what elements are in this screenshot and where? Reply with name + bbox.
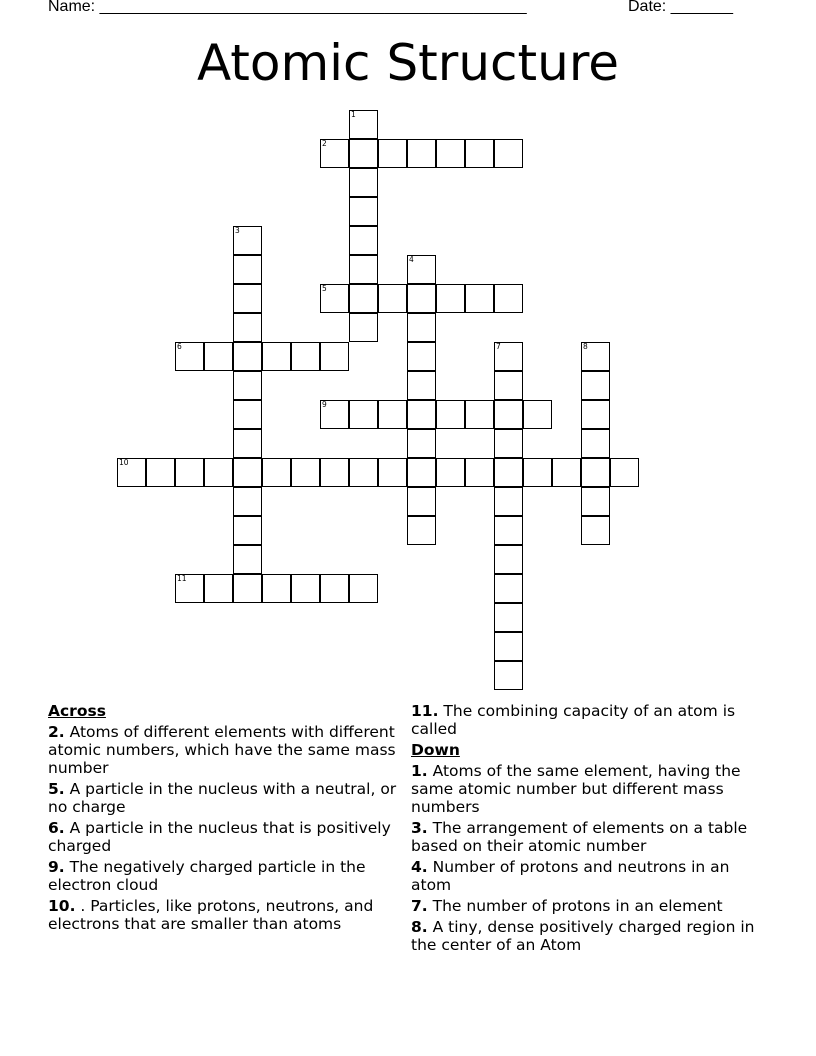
grid-cell[interactable] <box>581 458 610 487</box>
grid-cell[interactable] <box>204 574 233 603</box>
grid-cell[interactable] <box>233 226 262 255</box>
grid-cell[interactable] <box>407 139 436 168</box>
clue-number: 5. <box>48 780 65 798</box>
grid-cell[interactable] <box>523 400 552 429</box>
grid-cell[interactable] <box>349 226 378 255</box>
grid-cell[interactable] <box>378 400 407 429</box>
down-clue <box>411 762 761 816</box>
grid-cell[interactable] <box>581 342 610 371</box>
grid-cell[interactable] <box>233 313 262 342</box>
grid-cell[interactable] <box>233 429 262 458</box>
grid-cell[interactable] <box>233 516 262 545</box>
grid-cell[interactable] <box>494 429 523 458</box>
grid-cell[interactable] <box>291 458 320 487</box>
clue-text: Atoms of the same element, having the same atomic number but different mass numbers <box>411 762 741 816</box>
grid-cell[interactable] <box>233 400 262 429</box>
grid-cell[interactable] <box>407 429 436 458</box>
clue-number: 1. <box>411 762 428 780</box>
clues-left-column <box>48 702 400 936</box>
clues-right-column <box>411 702 761 957</box>
grid-cell[interactable] <box>552 458 581 487</box>
grid-cell[interactable] <box>494 574 523 603</box>
clue-number: 9. <box>48 858 65 876</box>
grid-cell[interactable] <box>349 458 378 487</box>
cell-number: 8 <box>583 342 588 351</box>
cell-number: 5 <box>322 284 327 293</box>
cell-number: 6 <box>177 342 182 351</box>
grid-cell[interactable] <box>581 487 610 516</box>
grid-cell[interactable] <box>378 139 407 168</box>
grid-cell[interactable] <box>407 487 436 516</box>
grid-cell[interactable] <box>320 342 349 371</box>
grid-cell[interactable] <box>320 284 349 313</box>
grid-cell[interactable] <box>494 516 523 545</box>
grid-cell[interactable] <box>204 342 233 371</box>
grid-cell[interactable] <box>436 284 465 313</box>
clue-text: Atoms of different elements with different atomic numbers, which have the same mass number <box>48 723 396 777</box>
name-label: Name: <box>48 0 96 15</box>
clue-text: . Particles, like protons, neutrons, and electrons that are smaller than atoms <box>48 897 374 933</box>
grid-cell[interactable] <box>262 574 291 603</box>
grid-cell[interactable] <box>204 458 233 487</box>
clue-number: 4. <box>411 858 428 876</box>
grid-cell[interactable] <box>233 545 262 574</box>
grid-cell[interactable] <box>175 574 204 603</box>
grid-cell[interactable] <box>349 255 378 284</box>
cell-number: 10 <box>119 458 129 467</box>
grid-cell[interactable] <box>407 400 436 429</box>
name-blank[interactable]: ________________________________________________ <box>99 0 527 15</box>
clue-number: 10. <box>48 897 76 915</box>
grid-cell[interactable] <box>494 545 523 574</box>
grid-cell[interactable] <box>349 400 378 429</box>
cell-number: 7 <box>496 342 501 351</box>
down-clue <box>411 897 761 915</box>
grid-cell[interactable] <box>494 632 523 661</box>
grid-cell[interactable] <box>233 371 262 400</box>
clue-text: A tiny, dense positively charged region in the center of an Atom <box>411 918 755 954</box>
cell-number: 11 <box>177 574 187 583</box>
grid-cell[interactable] <box>581 400 610 429</box>
cell-number: 1 <box>351 110 356 119</box>
grid-cell[interactable] <box>494 371 523 400</box>
grid-cell[interactable] <box>262 458 291 487</box>
clue-number: 6. <box>48 819 65 837</box>
down-heading: Down <box>411 741 460 759</box>
grid-cell[interactable] <box>320 574 349 603</box>
grid-cell[interactable] <box>436 139 465 168</box>
grid-cell[interactable] <box>349 574 378 603</box>
grid-cell[interactable] <box>465 400 494 429</box>
grid-cell[interactable] <box>320 458 349 487</box>
grid-cell[interactable] <box>378 458 407 487</box>
grid-cell[interactable] <box>349 284 378 313</box>
grid-cell[interactable] <box>233 458 262 487</box>
clue-number: 8. <box>411 918 428 936</box>
grid-cell[interactable] <box>349 139 378 168</box>
grid-cell[interactable] <box>320 400 349 429</box>
grid-cell[interactable] <box>494 661 523 690</box>
grid-cell[interactable] <box>465 458 494 487</box>
cell-number: 2 <box>322 139 327 148</box>
clue-number: 11. <box>411 702 439 720</box>
date-label: Date: <box>628 0 667 15</box>
cell-number: 4 <box>409 255 414 264</box>
grid-cell[interactable] <box>407 313 436 342</box>
across-clue <box>48 858 400 894</box>
clue-text: Number of protons and neutrons in an atom <box>411 858 730 894</box>
grid-cell[interactable] <box>233 284 262 313</box>
grid-cell[interactable] <box>494 458 523 487</box>
across-clue <box>48 723 400 777</box>
grid-cell[interactable] <box>494 400 523 429</box>
grid-cell[interactable] <box>407 342 436 371</box>
grid-cell[interactable] <box>436 458 465 487</box>
grid-cell[interactable] <box>494 487 523 516</box>
grid-cell[interactable] <box>523 458 552 487</box>
grid-cell[interactable] <box>581 371 610 400</box>
across-clue <box>48 819 400 855</box>
down-clue <box>411 819 761 855</box>
grid-cell[interactable] <box>610 458 639 487</box>
grid-cell[interactable] <box>320 139 349 168</box>
across-heading: Across <box>48 702 106 720</box>
grid-cell[interactable] <box>175 458 204 487</box>
grid-cell[interactable] <box>494 284 523 313</box>
grid-cell[interactable] <box>175 342 204 371</box>
clue-text: A particle in the nucleus with a neutral, or no charge <box>48 780 397 816</box>
grid-cell[interactable] <box>262 342 291 371</box>
puzzle-title: Atomic Structure <box>196 34 620 92</box>
grid-cell[interactable] <box>407 516 436 545</box>
clue-number: 7. <box>411 897 428 915</box>
grid-cell[interactable] <box>407 255 436 284</box>
grid-cell[interactable] <box>349 168 378 197</box>
grid-cell[interactable] <box>581 516 610 545</box>
grid-cell[interactable] <box>465 284 494 313</box>
cell-number: 3 <box>235 226 240 235</box>
across-clue <box>48 897 400 933</box>
down-clue <box>411 858 761 894</box>
grid-cell[interactable] <box>146 458 175 487</box>
grid-cell[interactable] <box>349 313 378 342</box>
grid-cell[interactable] <box>465 139 494 168</box>
grid-cell[interactable] <box>233 574 262 603</box>
grid-cell[interactable] <box>436 400 465 429</box>
grid-cell[interactable] <box>117 458 146 487</box>
grid-cell[interactable] <box>233 342 262 371</box>
down-clue <box>411 918 761 954</box>
grid-cell[interactable] <box>407 371 436 400</box>
across-clue <box>48 780 400 816</box>
grid-cell[interactable] <box>407 284 436 313</box>
grid-cell[interactable] <box>581 429 610 458</box>
grid-cell[interactable] <box>407 458 436 487</box>
grid-cell[interactable] <box>291 342 320 371</box>
clue-text: The combining capacity of an atom is called <box>411 702 736 738</box>
grid-cell[interactable] <box>233 255 262 284</box>
clue-text: The arrangement of elements on a table based on their atomic number <box>411 819 748 855</box>
grid-cell[interactable] <box>494 342 523 371</box>
grid-cell[interactable] <box>233 487 262 516</box>
clue-number: 3. <box>411 819 428 837</box>
clue-text: The negatively charged particle in the electron cloud <box>48 858 366 894</box>
grid-cell[interactable] <box>494 139 523 168</box>
grid-cell[interactable] <box>349 197 378 226</box>
clue-number: 2. <box>48 723 65 741</box>
grid-cell[interactable] <box>378 284 407 313</box>
cell-number: 9 <box>322 400 327 409</box>
across-clue <box>411 702 761 738</box>
clue-text: A particle in the nucleus that is positively charged <box>48 819 391 855</box>
date-blank[interactable]: _______ <box>670 0 733 15</box>
grid-cell[interactable] <box>494 603 523 632</box>
grid-cell[interactable] <box>291 574 320 603</box>
clue-text: The number of protons in an element <box>432 897 723 915</box>
grid-cell[interactable] <box>349 110 378 139</box>
